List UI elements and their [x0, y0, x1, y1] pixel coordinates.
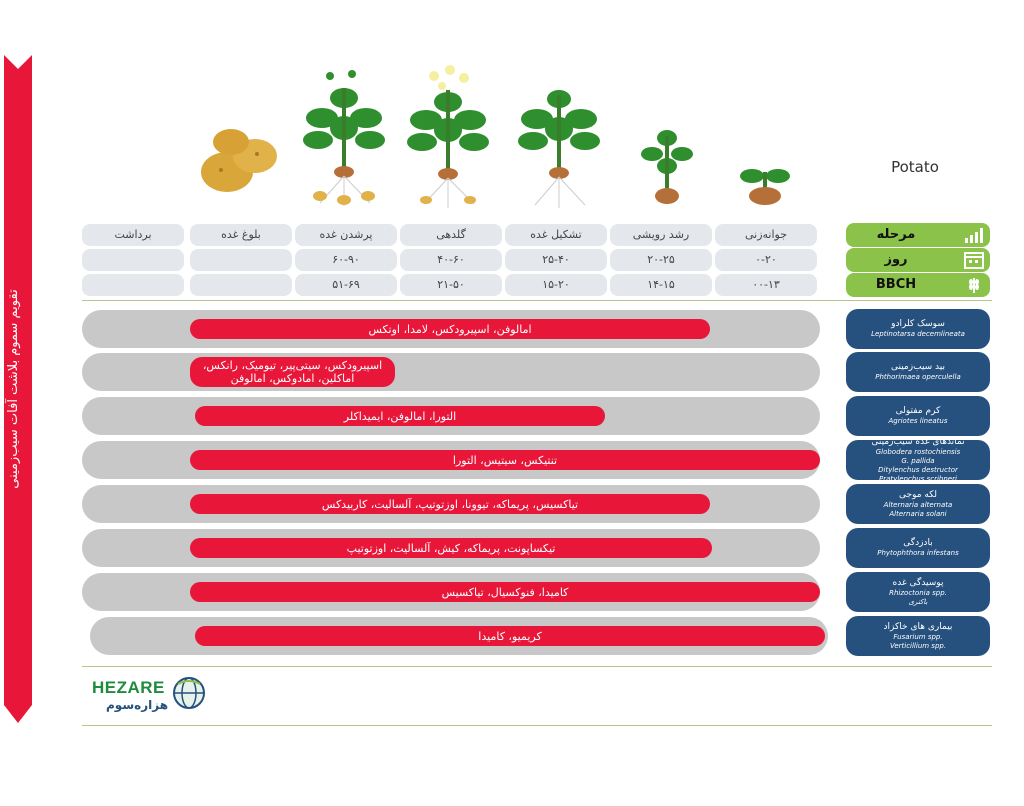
product-list-line: التورا، امالوفن، ایمیداکلر [343, 409, 457, 423]
header-days-5 [190, 249, 292, 271]
row-label-stage [846, 223, 990, 247]
header-bbch-3: ۲۱-۵۰ [400, 274, 502, 296]
header-bbch-6 [82, 274, 184, 296]
product-bar [190, 494, 710, 514]
product-bar [190, 319, 710, 339]
plant-vegetative-illustration [640, 128, 695, 208]
pest-name-latin: Leptinotarsa decemlineata [871, 330, 965, 338]
pest-name-latin: Verticillium spp. [889, 641, 947, 650]
header-bbch-2: ۱۵-۲۰ [505, 274, 607, 296]
product-bar [190, 357, 395, 387]
product-list-line: کامیدا، فنوکسیال، تیاکسیس [441, 585, 569, 599]
header-days-2: ۲۵-۴۰ [505, 249, 607, 271]
product-list-line: اماکلین، امادوکس، امالوفن [230, 372, 355, 385]
pest-name-latin: Pratylenchus scribneri [879, 474, 957, 483]
calendar-icon [964, 251, 984, 269]
plant-tuber-filling-illustration [300, 68, 388, 208]
pest-name-latin: Rhizoctonia spp. [889, 588, 947, 597]
pest-name-latin: Fusarium spp. [893, 632, 943, 641]
product-bar [190, 538, 712, 558]
header-stages-0: جوانه‌زنی [715, 224, 817, 246]
plant-flowering-illustration [404, 62, 492, 210]
header-stages-5: بلوغ غده [190, 224, 292, 246]
pest-name-fa: پوسیدگی غده [892, 577, 944, 588]
pest-name-fa: لکه موجی [899, 489, 937, 500]
row-label-stage-text: مرحله [876, 227, 916, 242]
product-bar [195, 626, 825, 646]
pest-name-fa: کرم مفتولی [895, 406, 941, 416]
pest-name-latin: Globodera rostochiensis [875, 447, 961, 456]
pest-label [846, 484, 990, 524]
pest-name-fa: نماتدهای غده سیب‌زمینی [871, 436, 965, 447]
pest-name-latin: Agriotes lineatus [888, 417, 948, 425]
pest-name-fa: سوسک کلرادو [891, 319, 945, 329]
potato-tubers-illustration [195, 120, 285, 200]
header-bbch-0: ۰۰-۱۳ [715, 274, 817, 296]
product-bar [190, 582, 820, 602]
pest-name-latin: G. pallida [901, 456, 935, 465]
header-stages-4: پرشدن غده [295, 224, 397, 246]
vertical-title: تقویم سموم بلاشت آفات سیب‌زمینی [6, 289, 21, 489]
row-label-bbch [846, 273, 990, 297]
header-bbch-5 [190, 274, 292, 296]
product-list-line: امالوفن، اسپیرودکس، لامدا، اوتکس [368, 322, 532, 336]
row-label-day-text: روز [884, 252, 908, 267]
pest-label [846, 352, 990, 392]
pest-name-fa: بیماری های خاکزاد [883, 621, 953, 632]
pest-label [846, 616, 990, 656]
header-days-4: ۶۰-۹۰ [295, 249, 397, 271]
pest-label [846, 572, 990, 612]
plant-tuber-initiation-illustration [515, 85, 603, 210]
product-list-line: کریمیو، کامیدا [478, 629, 542, 643]
globe-icon [172, 676, 206, 710]
product-list-line: تیکساپونت، پریماکه، کیش، آلسالیت، اوزتوتیپ [346, 541, 556, 555]
header-bbch-4: ۵۱-۶۹ [295, 274, 397, 296]
row-label-bbch-text: BBCH [875, 277, 917, 292]
logo-text-en: HEZARE [92, 678, 165, 697]
crop-name: Potato [891, 158, 939, 176]
product-list-line: اسپیرودکس، سیتی‌پیر، تیومیک، رانکس، [202, 359, 383, 372]
product-bar [190, 450, 820, 470]
pest-name-latin: Alternaria alternata [883, 500, 953, 509]
header-stages-2: تشکیل غده [505, 224, 607, 246]
header-days-0: ۰-۲۰ [715, 249, 817, 271]
growth-chart-icon [964, 226, 984, 244]
pest-name-fa: بادزدگی [903, 538, 933, 548]
company-logo [92, 676, 212, 716]
product-list-line: تیاکسیس، پریماکه، تیوونا، اوزتوتیپ، آلسالیت، کاربیدکس [321, 497, 579, 511]
header-days-6 [82, 249, 184, 271]
header-bbch-1: ۱۴-۱۵ [610, 274, 712, 296]
pest-name-latin: Phthorimaea operculella [875, 373, 961, 381]
footer-divider-bottom [82, 725, 992, 726]
logo-text-fa: هزاره‌سوم [106, 698, 169, 712]
pest-label [846, 396, 990, 436]
product-list-line: تنتیکس، سیتیس، التورا [452, 453, 558, 467]
pest-name-latin: Ditylenchus destructor [878, 465, 958, 474]
header-divider [82, 300, 992, 301]
header-stages-6: برداشت [82, 224, 184, 246]
header-days-3: ۴۰-۶۰ [400, 249, 502, 271]
pest-label [846, 528, 990, 568]
plant-sprouting-illustration [738, 162, 793, 207]
pest-name-latin: باکتری [908, 597, 928, 606]
pest-label [846, 309, 990, 349]
footer-divider-top [82, 666, 992, 667]
header-days-1: ۲۰-۲۵ [610, 249, 712, 271]
product-bar [195, 406, 605, 426]
pest-label [846, 436, 990, 483]
header-stages-1: رشد رویشی [610, 224, 712, 246]
row-label-day [846, 248, 990, 272]
wheat-icon [964, 276, 984, 294]
pest-name-fa: بید سیب‌زمینی [891, 362, 945, 372]
pest-name-latin: Phytophthora infestans [877, 549, 959, 557]
pest-name-latin: Alternaria solani [889, 509, 947, 518]
header-stages-3: گلدهی [400, 224, 502, 246]
